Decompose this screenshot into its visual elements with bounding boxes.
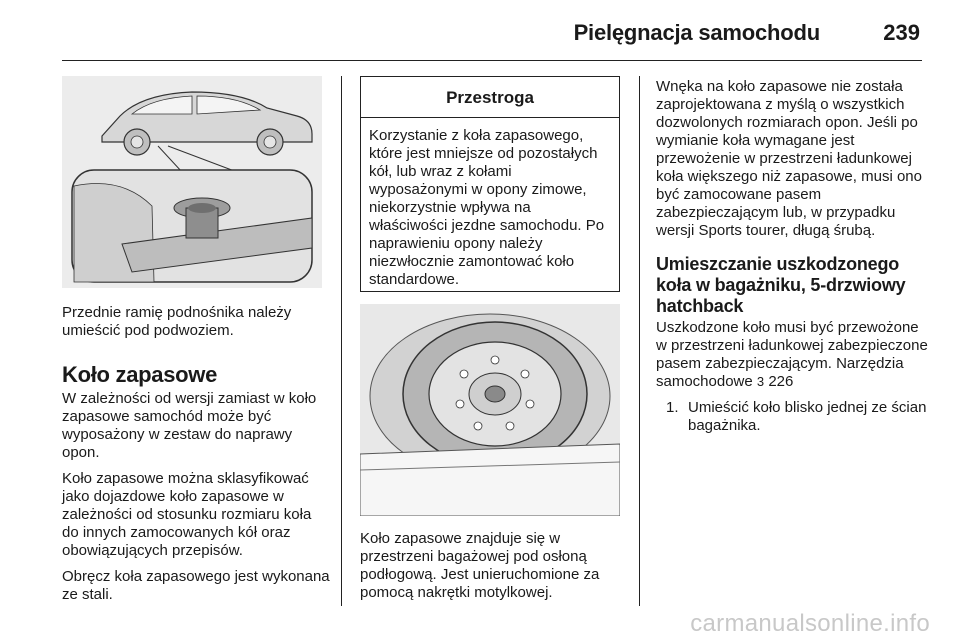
spare-wheel-heading: Koło zapasowe	[62, 362, 218, 387]
jack-point-drawing	[62, 76, 322, 288]
left-paragraph-1: W zależności od wersji zamiast w koło zapasowe samochód może być wyposażony w zestaw do naprawy opon.	[62, 390, 317, 461]
right-column	[656, 78, 931, 435]
list-item-number: 1.	[666, 399, 679, 416]
page-number: 239	[883, 20, 920, 45]
left-paragraph-2: Koło zapasowe można sklasyfikować jako dojazdowe koło zapasowe w zależności od stosunku rozmiaru koła do innych zamocowanych kół oraz obowiązujących przepisów.	[62, 470, 312, 559]
column-divider-right	[639, 76, 640, 606]
jack-point-illustration	[62, 76, 322, 288]
spare-wheel-illustration	[360, 304, 620, 516]
list-item-text: Umieścić koło blisko jednej ze ścian bagażnika.	[688, 399, 927, 434]
right-paragraph-2-text: Uszkodzone koło musi być przewożone w przestrzeni ładunkowej zabezpieczone pasem zabezpieczającym. Narzędzia samochodowe	[656, 319, 928, 390]
header-rule	[62, 60, 922, 61]
damaged-wheel-heading: Umieszczanie uszkodzonego koła w bagażniku, 5-drzwiowy hatchback	[656, 254, 906, 316]
caution-title: Przestroga	[361, 77, 619, 118]
page-reference-icon: 3	[756, 374, 765, 389]
list-item	[666, 399, 931, 435]
jack-caption: Przednie ramię podnośnika należy umieścić pod podwoziem.	[62, 304, 292, 339]
middle-column-caption	[360, 530, 630, 610]
caution-text: Korzystanie z koła zapasowego, które jest mniejsze od pozostałych kół, lub wraz z kołami wyposażonymi w opony zimowe, niekorzystnie wpływa na właściwości jezdne samochodu. Po naprawieniu opony należy niezwłocznie zamontować koło standardowe.	[369, 127, 605, 288]
caution-box	[360, 76, 620, 292]
spare-wheel-drawing	[360, 304, 620, 516]
column-divider-left	[341, 76, 342, 606]
left-paragraph-3: Obręcz koła zapasowego jest wykonana ze stali.	[62, 568, 330, 603]
spare-wheel-caption: Koło zapasowe znajduje się w przestrzeni bagażowej pod osłoną podłogową. Jest unieruchomione za pomocą nakrętki motylkowej.	[360, 530, 600, 601]
watermark: carmanualsonline.info	[690, 610, 930, 637]
right-paragraph-1: Wnęka na koło zapasowe nie została zaprojektowana z myślą o wszystkich dozwolonych rozmiarach opon. Jeśli po wymianie koła wymagane jest przewożenie w przestrzeni ładunkowej koła większego niż zapasowe, musi ono być zamocowane pasem zabezpieczającym lub, w przypadku wersji Sports tourer, długą śrubą.	[656, 78, 922, 239]
page-header-title: Pielęgnacja samochodu	[573, 20, 820, 45]
left-column	[62, 304, 332, 612]
page-reference-number: 226	[768, 373, 794, 390]
right-paragraph-2	[656, 319, 931, 391]
